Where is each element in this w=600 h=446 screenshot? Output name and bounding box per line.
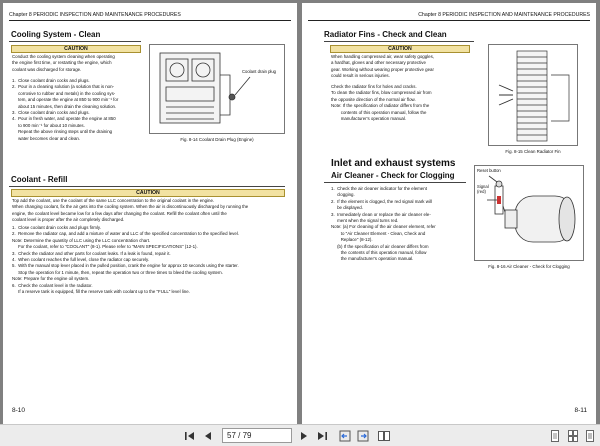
caution-text: [12, 54, 142, 73]
text-line: clogging.: [331, 192, 355, 198]
text-line: Replace" (8-12).: [331, 237, 373, 243]
text-line: 4. Pour in fresh water, and operate the engine at 850: [12, 116, 116, 122]
text-line: Top add the coolant, use the coolant of the same LLC concentration to the original coolant in the engine.: [12, 198, 215, 203]
caution-text: [12, 198, 288, 224]
text-line: 1. Check the air cleaner indicator for the element: [331, 186, 427, 191]
text-line: If a reserve tank is equipped, fill the reserve tank with coolant up to the "FULL" level line.: [12, 289, 190, 295]
caution-banner: CAUTION: [330, 45, 470, 53]
section-title-coolant-refill: Coolant - Refill: [11, 175, 68, 184]
text-line: 2. If the element is clogged, the red signal mark will: [331, 198, 432, 204]
text-line: a hardhat, gloves and other necessary protective: [331, 60, 426, 66]
text-line: Note: (a) For cleaning of the air cleaner element, refer: [331, 224, 436, 230]
figure-caption: Fig. 8-15 Clean Radiator Fin: [505, 149, 561, 154]
text-line: the engine first time, or restarting the engine, which: [12, 60, 112, 66]
viewer-toolbar: [0, 424, 600, 446]
text-line: When handling compressed air, wear safety goggles,: [331, 54, 434, 59]
text-line: be displayed.: [331, 205, 363, 211]
text-line: 3. Check the radiator and other parts for coolant leaks. If a leak is found, repair it.: [12, 250, 171, 256]
text-line: water becomes clear and clean.: [12, 135, 81, 141]
text-line: corrosive to rubber and metals) in the cooling sys-: [12, 90, 116, 96]
text-line: Stop the operation for 1 minute, then, repeat the operation two or three times to bleed the cooling system.: [12, 269, 223, 275]
text-line: ment when the signal turns red.: [331, 218, 399, 224]
text-line: 5. With the manual stop lever placed in the pulled position, crank the engine for approx 10 seconds using the starter.: [12, 263, 239, 269]
text-line: contents of this operation manual, follow the: [331, 109, 427, 115]
text-line: Note: If the specification of radiator differs from the: [331, 103, 430, 109]
figure-label-signal: Signal (red): [477, 184, 489, 194]
two-page-view-icon[interactable]: [377, 429, 391, 443]
continuous-view-icon[interactable]: [566, 429, 580, 443]
header-text: Chapter 8 PERIODIC INSPECTION AND MAINTENANCE PROCEDURES: [418, 12, 590, 18]
text-line: to 900 min⁻¹ for about 10 minutes.: [12, 122, 85, 128]
single-page-icon[interactable]: [548, 429, 562, 443]
text-line: 2. Remove the radiator cap, and add a mixture of water and LLC of the specified concentration to the specified level.: [12, 231, 239, 237]
text-line: the manufacturer's operation manual.: [331, 256, 414, 262]
next-page-icon[interactable]: [298, 429, 310, 443]
page-number-input[interactable]: 57 / 79: [222, 428, 292, 443]
text-line: Repeat the above rinsing steps until the draining: [12, 129, 113, 135]
figure-caption: Fig. 8-16 Air Cleaner - Check for Clogging: [488, 264, 570, 269]
section-rule: [9, 41, 141, 42]
text-line: Note: Prepare for the engine oil system.: [12, 276, 90, 282]
page-header: [9, 11, 291, 21]
text-line: 6. Check the coolant level in the radiator.: [12, 282, 93, 288]
caution-banner: CAUTION: [11, 189, 285, 197]
right-page: [302, 3, 596, 424]
text-line: about 15 minutes, then drain the cleaning solution.: [12, 103, 117, 109]
text-line: tem, and operate the engine at 850 to 900 min⁻¹ for: [12, 97, 119, 103]
page-header: [308, 11, 590, 21]
section-rule: [9, 186, 285, 187]
section-title-cooling-clean: Cooling System - Clean: [11, 30, 101, 39]
text-line: 1. Close coolant drain cocks and plugs.: [12, 78, 90, 83]
text-line: 3. Immediately clean or replace the air cleaner ele-: [331, 211, 431, 217]
text-line: For the coolant, refer to "COOLANT" (8-1). Please refer to "MAIN SPECIFICATIONS" (12-1).: [12, 244, 198, 250]
figure-air-cleaner: [474, 165, 584, 261]
air-cleaner-steps: [331, 186, 475, 263]
last-page-icon[interactable]: [316, 429, 328, 443]
main-title-inlet-exhaust: Inlet and exhaust systems: [331, 158, 456, 169]
text-line: 2. Pour in a cleaning solution (a solution that is non-: [12, 84, 115, 90]
text-line: 1. Close coolant drain cocks and plugs firmly.: [12, 225, 101, 230]
text-line: the opposite direction of the normal air flow.: [331, 96, 416, 102]
text-line: 3. Close coolant drain cocks and plugs.: [12, 110, 90, 116]
section-rule: [324, 41, 474, 42]
cleaning-steps: [12, 78, 144, 142]
radiator-instructions: [331, 84, 473, 122]
figure-coolant-drain-plug: [149, 44, 285, 134]
section-title-radiator-fins: Radiator Fins - Check and Clean: [324, 30, 447, 39]
text-line: Check the radiator fins for holes and cracks.: [331, 84, 417, 89]
figure-caption: Fig. 8-14 Coolant Drain Plug (Engine): [180, 137, 254, 142]
text-line: Conduct the cooling system cleaning when operating: [12, 54, 115, 59]
first-page-icon[interactable]: [184, 429, 196, 443]
text-line: gear. Working without wearing proper protective gear: [331, 66, 434, 72]
text-line: Note: Determine the quantity of LLC using the LLC concentration chart.: [12, 237, 151, 243]
section-title-air-cleaner: Air Cleaner - Check for Clogging: [331, 171, 455, 180]
text-line: to "Air Cleaner Element - Clean, Check and: [331, 230, 426, 236]
figure-label-reset-button: Reset button: [477, 168, 501, 173]
text-line: could result in serious injuries.: [331, 73, 390, 79]
left-page: [3, 3, 297, 424]
page-number: 8-11: [574, 407, 587, 414]
back-view-icon[interactable]: [338, 429, 352, 443]
previous-page-icon[interactable]: [202, 429, 214, 443]
text-line: the contents of this operation manual, follow: [331, 250, 427, 256]
text-line: coolant was discharged for storage.: [12, 66, 82, 72]
caution-banner: CAUTION: [11, 45, 141, 53]
text-line: To clean the radiator fins, blow compressed air from: [331, 90, 432, 96]
text-line: (b) If the specification of air cleaner differs from: [331, 243, 429, 249]
page-number: 8-10: [12, 407, 26, 414]
caution-text: [331, 54, 473, 80]
text-line: When changing coolant, fix the air gets into the cooling system. When the air is discontinuously discharged by running the: [12, 204, 249, 210]
refill-steps: [12, 225, 290, 295]
text-line: 4. When coolant reaches the full level, close the radiator cap securely.: [12, 257, 150, 263]
forward-view-icon[interactable]: [356, 429, 370, 443]
text-line: manufacturer's operation manual.: [331, 116, 407, 122]
text-line: engine, the coolant level became low for a few days after changing the coolant. Refill the coolant often until the: [12, 210, 227, 216]
engine-illustration: [150, 45, 286, 135]
air-cleaner-illustration: [475, 166, 585, 262]
figure-radiator-fin: [488, 44, 578, 146]
radiator-illustration: [489, 45, 579, 147]
section-rule: [324, 182, 466, 183]
fit-page-icon[interactable]: [584, 429, 596, 443]
header-text: Chapter 8 PERIODIC INSPECTION AND MAINTENANCE PROCEDURES: [9, 12, 181, 18]
text-line: coolant level is proper after the air completely discharged.: [12, 217, 125, 223]
figure-label-drain-plug: Coolant drain plug: [242, 69, 276, 74]
